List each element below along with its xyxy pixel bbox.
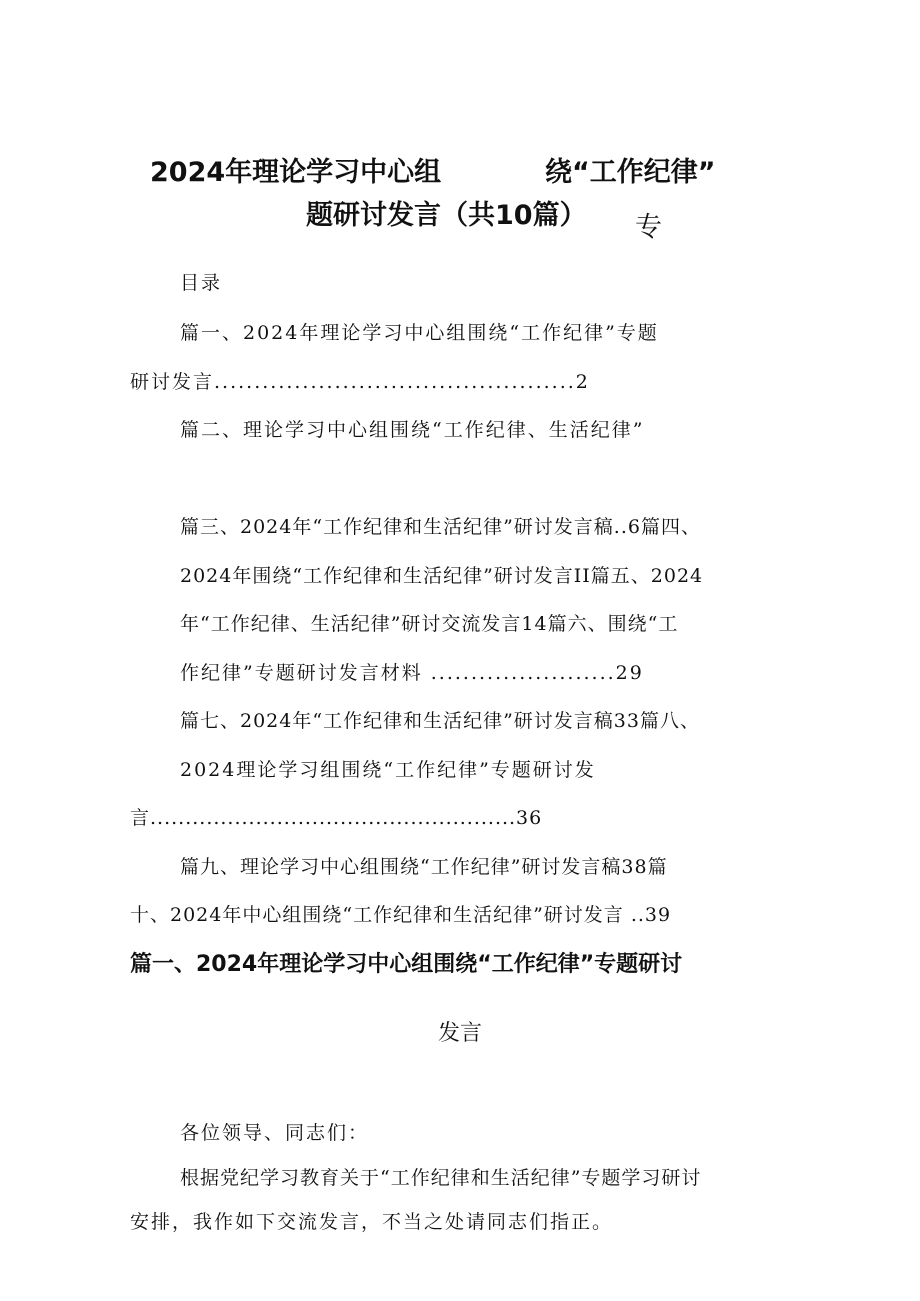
section-heading: 篇一、2024年理论学习中心组围绕“工作纪律”专题研讨 [130, 952, 683, 977]
toc-line: 篇二、理论学习中心组围绕“工作纪律、生活纪律” [180, 419, 645, 441]
doc-title-line2: 题研讨发言（共10篇） [306, 200, 587, 231]
paragraph-line: 根据党纪学习教育关于“工作纪律和生活纪律”专题学习研讨 [180, 1167, 702, 1189]
toc-line: 言....................................................36 [130, 807, 543, 829]
doc-title-line1-right: 绕“工作纪律” [545, 157, 716, 188]
toc-line: 十、2024年中心组围绕“工作纪律和生活纪律”研讨发言 ..39 [130, 904, 672, 926]
toc-line: 2024年围绕“工作纪律和生活纪律”研讨发言II篇五、2024 [180, 565, 704, 587]
toc-label: 目录 [180, 272, 223, 294]
section-subheading: 发言 [438, 1021, 483, 1046]
salutation: 各位领导、同志们： [180, 1122, 370, 1144]
toc-line: 2024理论学习组围绕“工作纪律”专题研讨发 [180, 759, 596, 781]
toc-line: 作纪律”专题研讨发言材料 .......................29 [180, 662, 644, 684]
doc-title-stray-char: 专 [635, 212, 662, 243]
toc-line: 篇九、理论学习中心组围绕“工作纪律”研讨发言稿38篇 [180, 856, 668, 878]
toc-line: 研讨发言.............................................2 [130, 371, 590, 393]
toc-line: 篇七、2024年“工作纪律和生活纪律”研讨发言稿33篇八、 [180, 710, 700, 732]
toc-line: 篇三、2024年“工作纪律和生活纪律”研讨发言稿..6篇四、 [180, 516, 701, 538]
toc-line: 年“工作纪律、生活纪律”研讨交流发言14篇六、围绕“工 [180, 613, 679, 635]
doc-title-line1-left: 2024年理论学习中心组 [150, 157, 442, 188]
toc-line: 篇一、2024年理论学习中心组围绕“工作纪律”专题 [180, 322, 659, 344]
paragraph-line: 安排，我作如下交流发言，不当之处请同志们指正。 [130, 1211, 614, 1233]
